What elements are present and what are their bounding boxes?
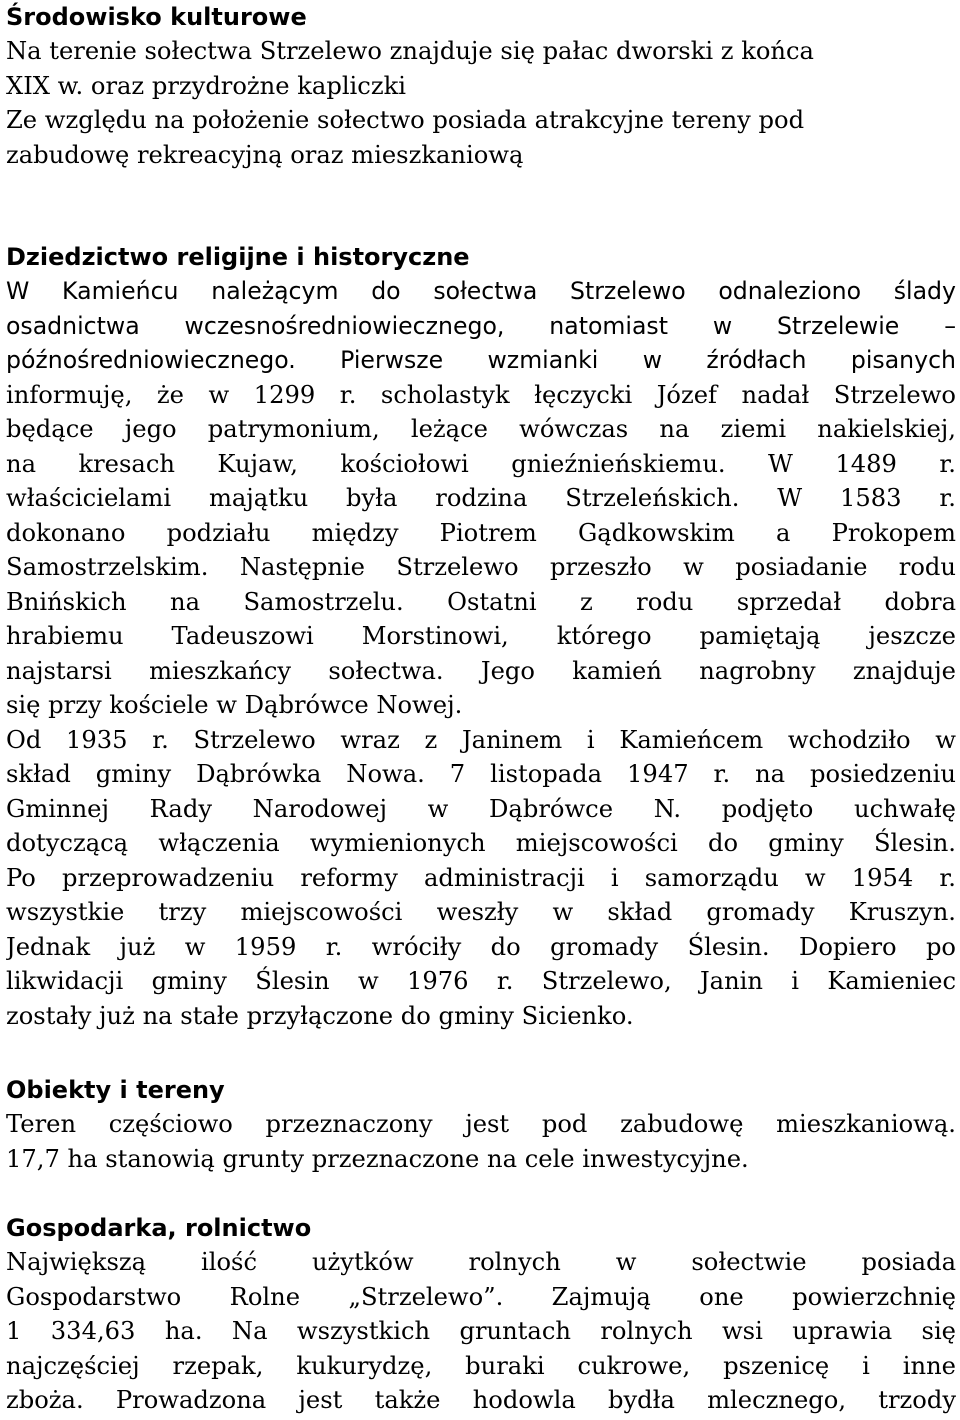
paragraph-line: W Kamieńcu należącym do sołectwa Strzelewo odnaleziono ślady — [6, 277, 956, 305]
paragraph-line: najczęściej rzepak, kukurydzę, buraki cukrowe, pszenicę i inne — [6, 1351, 956, 1380]
paragraph-line: będące jego patrymonium, leżące wówczas na ziemi nakielskiej, — [6, 415, 956, 443]
paragraph-line: Po przeprowadzeniu reformy administracji i samorządu w 1954 r. — [6, 863, 956, 892]
paragraph-line: zabudowę rekreacyjną oraz mieszkaniową — [6, 140, 524, 169]
paragraph-line: Jednak już w 1959 r. wróciły do gromady Ślesin. Dopiero po — [6, 932, 956, 961]
paragraph-line: właścicielami majątku była rodzina Strzeleńskich. W 1583 r. — [6, 484, 956, 512]
paragraph-line: Samostrzelskim. Następnie Strzelewo przeszło w posiadanie rodu — [6, 553, 956, 581]
paragraph-line: Od 1935 r. Strzelewo wraz z Janinem i Kamieńcem wchodziło w — [6, 725, 956, 754]
section-heading: Gospodarka, rolnictwo — [6, 1214, 312, 1242]
section-heading: Dziedzictwo religijne i historyczne — [6, 243, 470, 271]
paragraph-line: późnośredniowiecznego. Pierwsze wzmianki w źródłach pisanych — [6, 346, 956, 374]
paragraph-line: Gminnej Rady Narodowej w Dąbrówce N. podjęto uchwałę — [6, 794, 956, 823]
paragraph-line: zboża. Prowadzona jest także hodowla bydła mlecznego, trzody — [6, 1386, 956, 1414]
paragraph-line: Największą ilość użytków rolnych w sołectwie posiada — [6, 1248, 956, 1276]
paragraph-line: hrabiemu Tadeuszowi Morstinowi, którego pamiętają jeszcze — [6, 622, 956, 650]
paragraph-line: dotyczącą włączenia wymienionych miejscowości do gminy Ślesin. — [6, 829, 956, 857]
paragraph-line: Teren częściowo przeznaczony jest pod zabudowę mieszkaniową. — [6, 1110, 956, 1138]
paragraph-line: Gospodarstwo Rolne „Strzelewo”. Zajmują one powierzchnię — [6, 1282, 956, 1311]
paragraph-line: zostały już na stałe przyłączone do gminy Sicienko. — [6, 1001, 634, 1030]
paragraph-line: informuję, że w 1299 r. scholastyk łęczycki Józef nadał Strzelewo — [6, 380, 956, 409]
paragraph-line: wszystkie trzy miejscowości weszły w skład gromady Kruszyn. — [6, 898, 956, 926]
paragraph-line: skład gminy Dąbrówka Nowa. 7 listopada 1947 r. na posiedzeniu — [6, 760, 956, 788]
section-obiekty-i-tereny — [6, 1073, 956, 1176]
paragraph-line: 1 334,63 ha. Na wszystkich gruntach rolnych wsi uprawia się — [6, 1317, 956, 1345]
paragraph-line: likwidacji gminy Ślesin w 1976 r. Strzelewo, Janin i Kamieniec — [6, 967, 956, 995]
paragraph-line: XIX w. oraz przydrożne kapliczki — [6, 71, 406, 100]
paragraph-line: osadnictwa wczesnośredniowiecznego, natomiast w Strzelewie – — [6, 311, 956, 340]
paragraph-line: Ze względu na położenie sołectwo posiada atrakcyjne tereny pod — [6, 106, 805, 134]
section-gospodarka-rolnictwo — [6, 1211, 956, 1418]
paragraph-line: się przy kościele w Dąbrówce Nowej. — [6, 691, 463, 719]
paragraph-line: Na terenie sołectwa Strzelewo znajduje się pałac dworski z końca — [6, 37, 814, 65]
paragraph-line: najstarsi mieszkańcy sołectwa. Jego kamień nagrobny znajduje — [6, 656, 956, 685]
section-srodowisko-kulturowe — [6, 0, 956, 172]
paragraph-line: 17,7 ha stanowią grunty przeznaczone na cele inwestycyjne. — [6, 1144, 749, 1173]
paragraph-line: na kresach Kujaw, kościołowi gnieźnieńskiemu. W 1489 r. — [6, 449, 956, 478]
section-heading: Obiekty i tereny — [6, 1076, 225, 1104]
paragraph-line: dokonano podziału między Piotrem Gądkowskim a Prokopem — [6, 518, 956, 547]
section-dziedzictwo — [6, 240, 956, 1033]
paragraph-line: Bnińskich na Samostrzelu. Ostatni z rodu sprzedał dobra — [6, 587, 956, 616]
section-heading: Środowisko kulturowe — [6, 3, 307, 31]
